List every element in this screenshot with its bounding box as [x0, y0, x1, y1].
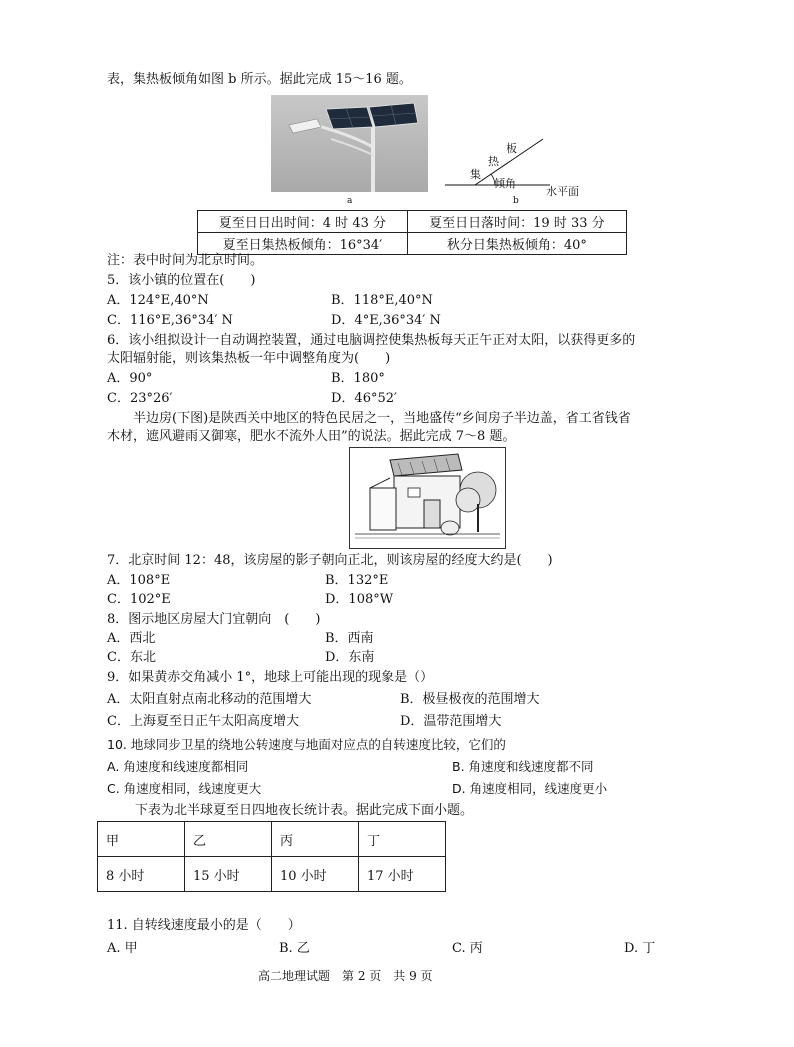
label-re: 热: [488, 155, 499, 168]
q8-option-b: B．西南: [325, 631, 374, 646]
q11-option-b: B. 乙: [279, 941, 310, 956]
q10-option-d: D. 角速度相同，线速度更小: [452, 781, 608, 796]
solar-lamp-photo: [271, 95, 428, 192]
q6-option-d: D．46°52′: [331, 391, 397, 406]
table-header: 丙: [272, 822, 359, 857]
table-header: 乙: [185, 822, 272, 857]
night-length-table: [97, 821, 446, 892]
q10-option-c: C. 角速度相同，线速度更大: [107, 781, 262, 796]
q9-option-a: A．太阳直射点南北移动的范围增大: [107, 692, 312, 707]
page-footer: 高二地理试题 第 2 页 共 9 页: [258, 969, 433, 983]
q9-option-d: D．温带范围增大: [400, 714, 502, 729]
q11-stem: 11. 自转线速度最小的是（ ）: [107, 918, 301, 933]
q9-option-c: C．上海夏至日正午太阳高度增大: [107, 714, 299, 729]
table-cell: 夏至日集热板倾角：16°34′: [198, 233, 408, 255]
q11-option-c: C. 丙: [452, 941, 483, 956]
tilt-angle-diagram: [440, 134, 615, 198]
table-cell: 夏至日日出时间：4 时 43 分: [198, 211, 408, 233]
passage78-line-2: 木材，遮风避雨又御寒，肥水不流外人田”的说法。据此完成 7～8 题。: [107, 429, 516, 444]
table-cell: 10 小时: [272, 857, 359, 892]
half-house-drawing: [349, 447, 506, 549]
table-cell: 秋分日集热板倾角：40°: [407, 233, 626, 255]
info-table: [197, 210, 627, 255]
passage78-line-1: 半边房(下图)是陕西关中地区的特色民居之一，当地盛传“乡间房子半边盖，省工省钱省: [133, 411, 631, 426]
label-ban: 板: [506, 142, 517, 155]
table-row: [198, 211, 627, 233]
table-note: 注：表中时间为北京时间。: [107, 253, 264, 268]
q8-option-a: A．西北: [107, 631, 156, 646]
q5-option-c: C．116°E,36°34′ N: [107, 313, 233, 328]
figure-b-caption: b: [513, 196, 519, 206]
q7-option-d: D．108°W: [325, 592, 394, 607]
q9-stem: 9．如果黄赤交角减小 1°，地球上可能出现的现象是（）: [107, 670, 434, 685]
table-row: [98, 857, 446, 892]
q8-option-d: D．东南: [325, 650, 375, 665]
q6-stem-1: 6．该小组拟设计一自动调控装置，通过电脑调控使集热板每天正午正对太阳，以获得更多的: [107, 333, 636, 348]
table-cell: 17 小时: [359, 857, 446, 892]
q6-option-a: A．90°: [107, 371, 153, 386]
table-header: 丁: [359, 822, 446, 857]
q11-option-a: A. 甲: [107, 941, 138, 956]
label-horizontal: 水平面: [546, 185, 579, 198]
q6-stem-2: 太阳辐射能，则该集热板一年中调整角度为( ): [107, 351, 391, 366]
q5-stem: 5．该小镇的位置在( ): [107, 273, 256, 288]
label-angle: 倾角: [494, 177, 516, 190]
table-cell: 15 小时: [185, 857, 272, 892]
passage11: 下表为北半球夏至日四地夜长统计表。据此完成下面小题。: [135, 803, 474, 818]
half-house-sketch: [350, 448, 505, 548]
tilt-angle-lines: [440, 134, 615, 198]
q11-option-d: D. 丁: [624, 941, 656, 956]
q7-option-b: B．132°E: [325, 573, 389, 588]
q10-stem: 10. 地球同步卫星的绕地公转速度与地面对应点的自转速度比较，它们的: [107, 737, 506, 752]
q5-option-d: D．4°E,36°34′ N: [331, 313, 441, 328]
intro-line: 表，集热板倾角如图 b 所示。据此完成 15～16 题。: [107, 72, 412, 87]
q10-option-b: B. 角速度和线速度都不同: [452, 759, 594, 774]
table-row: [98, 822, 446, 857]
table-cell: 8 小时: [98, 857, 185, 892]
q7-option-c: C．102°E: [107, 592, 171, 607]
table-header: 甲: [98, 822, 185, 857]
q6-option-b: B．180°: [331, 371, 385, 386]
q8-option-c: C．东北: [107, 650, 156, 665]
q7-option-a: A．108°E: [107, 573, 171, 588]
q9-option-b: B．极昼极夜的范围增大: [400, 692, 540, 707]
label-ji: 集: [470, 168, 481, 181]
q7-stem: 7．北京时间 12：48，该房屋的影子朝向正北，则该房屋的经度大约是( ): [107, 553, 553, 568]
q8-stem: 8．图示地区房屋大门宜朝向 ( ): [107, 612, 321, 627]
table-cell: 夏至日日落时间：19 时 33 分: [407, 211, 626, 233]
q5-option-b: B．118°E,40°N: [331, 293, 433, 308]
q6-option-c: C．23°26′: [107, 391, 173, 406]
solar-lamp-illustration: [271, 95, 428, 192]
q10-option-a: A. 角速度和线速度都相同: [107, 759, 249, 774]
table-row: [198, 233, 627, 255]
q5-option-a: A．124°E,40°N: [107, 293, 209, 308]
figure-a-caption: a: [347, 196, 353, 206]
